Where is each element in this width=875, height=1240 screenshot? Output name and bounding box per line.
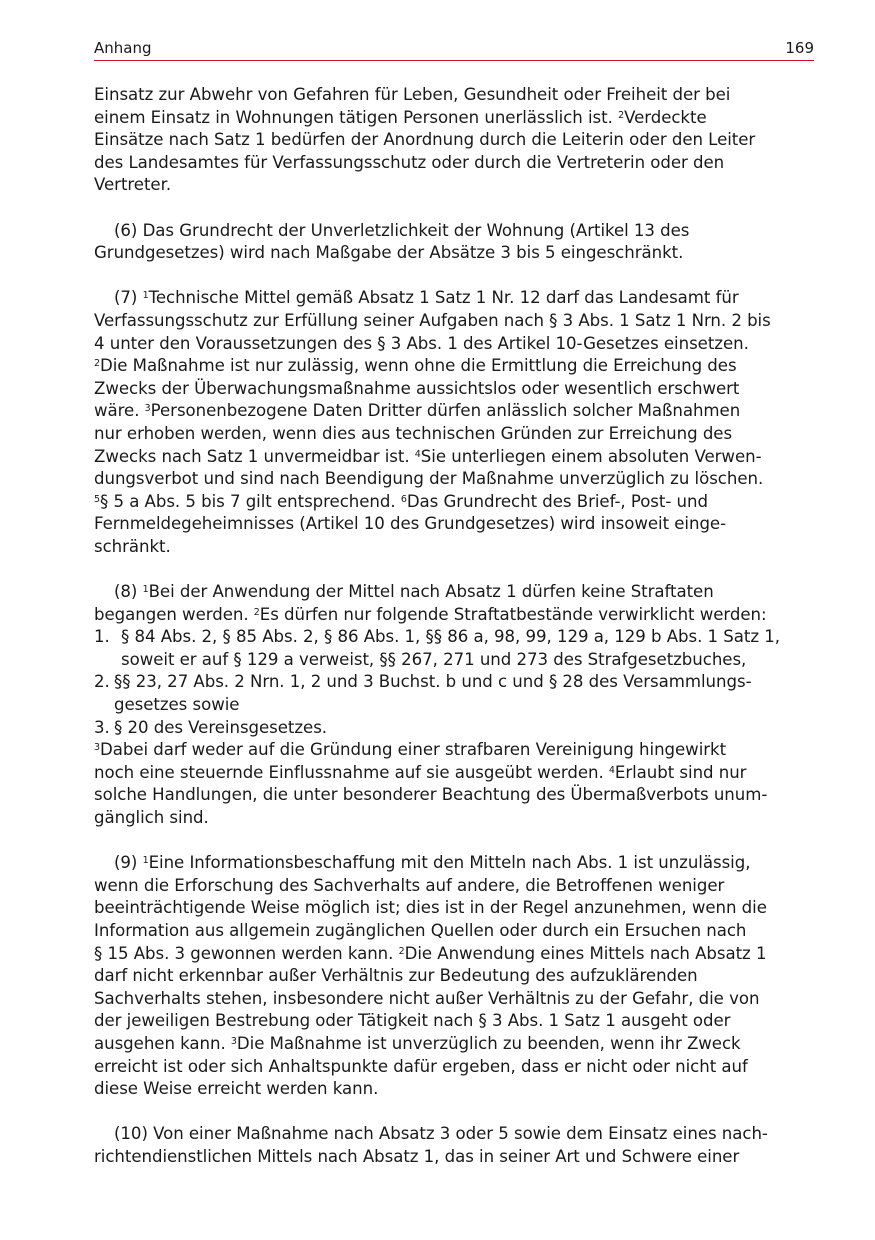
- text-line: Fernmeldegeheimnisses (Artikel 10 des Grundgesetzes) wird insoweit einge-: [94, 514, 727, 534]
- text-line: [94, 852, 816, 875]
- text-line: richtendienstlichen Mittels nach Absatz 1, das in seiner Art und Schwere einer: [94, 1146, 740, 1166]
- text-line: gänglich sind.: [94, 808, 209, 827]
- text-fragment: Die Anwendung eines Mittels nach Absatz 1: [404, 943, 767, 963]
- paragraph-10: [94, 1123, 816, 1168]
- text-line: [94, 943, 816, 966]
- text-line: [94, 1123, 816, 1146]
- text-line: darf nicht erkennbar außer Verhältnis zur Bedeutung des aufzuklärenden: [94, 966, 698, 986]
- text-line: diese Weise erreicht werden kann.: [94, 1079, 379, 1099]
- text-fragment: Zwecks nach Satz 1 unvermeidbar ist.: [94, 446, 415, 466]
- text-line: [94, 220, 816, 243]
- list-number: 2.: [94, 672, 110, 692]
- text-line: dungsverbot und sind nach Beendigung der Maßnahme unverzüglich zu löschen.: [94, 469, 764, 489]
- sentence-number: 6: [400, 493, 407, 505]
- text-fragment: Die Maßnahme ist nur zulässig, wenn ohne die Ermittlung die Erreichung des: [100, 356, 737, 376]
- sentence-number: 2: [398, 945, 405, 957]
- list-item: [94, 626, 816, 671]
- text-fragment: Sie unterliegen einem absoluten Verwen-: [420, 446, 762, 466]
- text-line: solche Handlungen, die unter besonderer Beachtung des Übermaßverbots unum-: [94, 785, 768, 805]
- paragraph-continuation: [94, 84, 816, 197]
- text-line: Verfassungsschutz zur Erfüllung seiner Aufgaben nach § 3 Abs. 1 Satz 1 Nrn. 2 bis: [94, 310, 771, 330]
- text-fragment: Es dürfen nur folgende Straftatbestände verwirklicht werden:: [259, 604, 767, 624]
- text-fragment: wäre.: [94, 401, 145, 421]
- sentence-number: 2: [94, 358, 100, 370]
- list-number: 3.: [94, 717, 110, 737]
- text-fragment: § 5 a Abs. 5 bis 7 gilt entsprechend.: [100, 491, 401, 511]
- sentence-number: 1: [142, 855, 149, 867]
- sentence-number: 2: [618, 109, 625, 121]
- text-fragment: (6) Das Grundrecht der Unverletzlichkeit der Wohnung (Artikel 13 des: [114, 220, 690, 240]
- paragraph-number: (8): [114, 582, 143, 602]
- paragraph-number: (9): [114, 853, 143, 873]
- text-line: soweit er auf § 129 a verweist, §§ 267, 271 und 273 des Strafgesetzbuches,: [121, 649, 747, 669]
- text-line: Einsätze nach Satz 1 bedürfen der Anordnung durch die Leiterin oder den Leiter: [94, 130, 756, 150]
- text-line: § 20 des Vereinsgesetzes.: [114, 717, 328, 737]
- list-text: [114, 671, 816, 716]
- text-fragment: Die Maßnahme ist unverzüglich zu beenden, wenn ihr Zweck: [236, 1033, 741, 1053]
- text-line: schränkt.: [94, 536, 171, 556]
- running-header: [94, 38, 814, 61]
- paragraph-6: [94, 220, 816, 265]
- text-fragment: Dabei darf weder auf die Gründung einer strafbaren Vereinigung hingewirkt: [100, 740, 727, 760]
- text-fragment: noch eine steuernde Einflussnahme auf sie ausgeübt werden.: [94, 762, 609, 782]
- text-fragment: Erlaubt sind nur: [614, 762, 747, 782]
- text-line: Sachverhalts stehen, insbesondere nicht außer Verhältnis zu der Gefahr, die von: [94, 988, 760, 1008]
- text-fragment: § 15 Abs. 3 gewonnen werden kann.: [94, 943, 399, 963]
- text-fragment: Verdeckte: [624, 107, 707, 127]
- text-line: [94, 287, 816, 310]
- header-section-title: Anhang: [94, 39, 152, 57]
- sentence-number: 3: [94, 742, 100, 754]
- text-fragment: Das Grundrecht des Brief-, Post- und: [406, 491, 708, 511]
- text-line: Zwecks der Überwachungsmaßnahme aussichtslos oder wesentlich erschwert: [94, 378, 740, 398]
- text-line: [94, 446, 816, 469]
- text-fragment: (10) Von einer Maßnahme nach Absatz 3 oder 5 sowie dem Einsatz eines nach-: [114, 1124, 768, 1144]
- text-line: gesetzes sowie: [114, 695, 240, 715]
- sentence-number: 3: [230, 1035, 237, 1047]
- sentence-number: 1: [142, 584, 149, 596]
- text-fragment: einem Einsatz in Wohnungen tätigen Personen unerlässlich ist.: [94, 107, 619, 127]
- text-fragment: ausgehen kann.: [94, 1033, 231, 1053]
- sentence-number: 4: [414, 448, 421, 460]
- text-line: [94, 355, 816, 378]
- sentence-number: 4: [608, 764, 615, 776]
- text-line: Vertreter.: [94, 175, 172, 195]
- text-line: [94, 400, 816, 423]
- text-line: [94, 762, 816, 785]
- list-item: [94, 671, 816, 716]
- text-line: Information aus allgemein zugänglichen Quellen oder durch ein Ersuchen nach: [94, 920, 747, 940]
- paragraph-9: [94, 852, 816, 1101]
- list-text: [121, 626, 816, 671]
- text-line: beeinträchtigende Weise möglich ist; dies ist in der Regel anzunehmen, wenn die: [94, 898, 767, 918]
- text-line: 4 unter den Voraussetzungen des § 3 Abs. 1 des Artikel 10-Gesetzes einsetzen.: [94, 333, 749, 353]
- text-line: [94, 581, 816, 604]
- text-line: erreicht ist oder sich Anhaltspunkte dafür ergeben, dass er nicht oder nicht auf: [94, 1056, 748, 1076]
- text-fragment: Technische Mittel gemäß Absatz 1 Satz 1 Nr. 12 darf das Landesamt für: [148, 288, 739, 308]
- text-line: [94, 491, 816, 514]
- sentence-number: 5: [94, 493, 100, 505]
- text-line: wenn die Erforschung des Sachverhalts auf andere, die Betroffenen weniger: [94, 875, 725, 895]
- list-text: [114, 717, 816, 740]
- text-line: [94, 604, 816, 627]
- list-item: [94, 717, 816, 740]
- text-fragment: Personenbezogene Daten Dritter dürfen anlässlich solcher Maßnahmen: [150, 401, 741, 421]
- paragraph-7: [94, 287, 816, 558]
- text-line: § 84 Abs. 2, § 85 Abs. 2, § 86 Abs. 1, §§ 86 a, 98, 99, 129 a, 129 b Abs. 1 Satz 1,: [121, 627, 780, 647]
- list-number: 1.: [94, 627, 110, 647]
- paragraph-number: (7): [114, 288, 143, 308]
- sentence-number: 1: [142, 290, 149, 302]
- page-body: [94, 84, 816, 1169]
- text-fragment: begangen werden.: [94, 604, 254, 624]
- text-line: [94, 107, 816, 130]
- text-fragment: Bei der Anwendung der Mittel nach Absatz 1 dürfen keine Straftaten: [148, 582, 714, 602]
- text-line: Grundgesetzes) wird nach Maßgabe der Absätze 3 bis 5 eingeschränkt.: [94, 243, 684, 263]
- text-line: [94, 739, 816, 762]
- text-line: nur erhoben werden, wenn dies aus technischen Gründen zur Erreichung des: [94, 423, 733, 443]
- sentence-number: 2: [253, 606, 260, 618]
- text-line: des Landesamtes für Verfassungsschutz oder durch die Vertreterin oder den: [94, 152, 725, 172]
- text-line: [94, 1033, 816, 1056]
- page-number: 169: [785, 39, 814, 57]
- text-line: Einsatz zur Abwehr von Gefahren für Leben, Gesundheit oder Freiheit der bei: [94, 85, 731, 104]
- paragraph-8-continuation: [94, 739, 816, 829]
- text-line: der jeweiligen Bestrebung oder Tätigkeit nach § 3 Abs. 1 Satz 1 ausgeht oder: [94, 1011, 731, 1031]
- paragraph-8: [94, 581, 816, 626]
- text-line: §§ 23, 27 Abs. 2 Nrn. 1, 2 und 3 Buchst. b und c und § 28 des Versammlungs-: [114, 672, 752, 692]
- sentence-number: 3: [144, 403, 151, 415]
- text-fragment: Eine Informationsbeschaffung mit den Mitteln nach Abs. 1 ist unzulässig,: [148, 853, 751, 873]
